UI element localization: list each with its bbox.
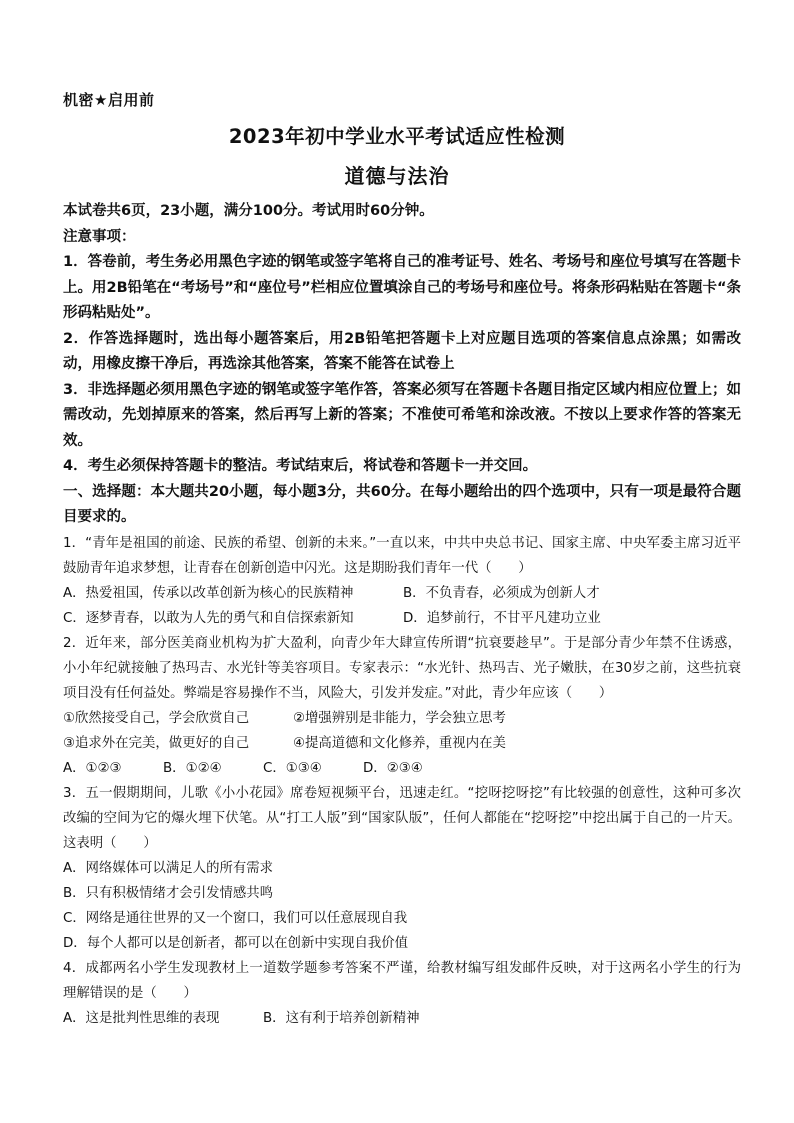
option-b: B．不负青春，必须成为创新人才 <box>403 585 600 601</box>
option-c: C．①③④ <box>263 760 322 776</box>
option-d: D．②③④ <box>363 760 423 776</box>
option-d: D．每个人都可以是创新者，都可以在创新中实现自我价值 <box>63 935 409 951</box>
exam-summary: 本试卷共6页，23小题，满分100分。考试用时60分钟。 <box>63 203 434 219</box>
option-a: A．网络媒体可以满足人的所有需求 <box>63 860 274 876</box>
section-heading: 一、选择题：本大题共20小题，每小题3分，共60分。在每小题给出的四个选项中，只有一项是最符合题目要求的。 <box>63 483 741 525</box>
option-a: A．这是批判性思维的表现 <box>63 1010 220 1026</box>
question-stem: 3．五一假期期间，儿歌《小小花园》席卷短视频平台，迅速走红。“挖呀挖呀挖”有比较强的创意性，这种可多次改编的空间为它的爆火埋下伏笔。从“打工人版”到“国家队版”，任何人都能在“挖呀挖”中挖出属于自己的一片天。这表明（ ） <box>63 785 741 851</box>
question-stem: 4．成都两名小学生发现教材上一道数学题参考答案不严谨，给教材编写组发邮件反映，对于这两名小学生的行为理解错误的是（ ） <box>63 960 741 1001</box>
statement-3: ③追求外在完美，做更好的自己 <box>63 735 250 751</box>
option-b: B．只有积极情绪才会引发情感共鸣 <box>63 885 274 901</box>
option-b: B．①②④ <box>163 760 222 776</box>
statement-4: ④提高道德和文化修养，重视内在美 <box>293 735 506 751</box>
option-c: C．网络是通往世界的又一个窗口，我们可以任意展现自我 <box>63 910 408 926</box>
exam-title: 2023年初中学业水平考试适应性检测 <box>228 125 566 148</box>
statement-1: ①欣然接受自己，学会欣赏自己 <box>63 710 250 726</box>
option-c: C．逐梦青春，以敢为人先的勇气和自信探索新知 <box>63 610 354 626</box>
question-1 <box>63 531 741 631</box>
option-d: D．追梦前行，不甘平凡建功立业 <box>403 610 601 626</box>
note-item: 4．考生必须保持答题卡的整洁。考试结束后，将试卷和答题卡一并交回。 <box>63 458 538 474</box>
statements-row <box>63 706 741 731</box>
options-row <box>63 606 741 631</box>
exam-body <box>63 199 741 1031</box>
statement-2: ②增强辨别是非能力，学会独立思考 <box>293 710 506 726</box>
options-row <box>63 1006 741 1031</box>
option-a: A．①②③ <box>63 760 122 776</box>
note-item: 3．非选择题必须用黑色字迹的钢笔或签字笔作答，答案必须写在答题卡各题目指定区域内相应位置上；如需改动，先划掉原来的答案，然后再写上新的答案；不准使可希笔和涂改液。不按以上要求作答的答案无效。 <box>63 381 741 449</box>
option-a: A．热爱祖国，传承以改革创新为核心的民族精神 <box>63 585 354 601</box>
note-item: 1．答卷前，考生务必用黑色字迹的钢笔或签字笔将自己的准考证号、姓名、考场号和座位号填写在答题卡上。用2B铅笔在“考场号”和“座位号”栏相应位置填涂自己的考场号和座位号。将条形码粘贴在答题卡“条形码粘贴处”。 <box>63 254 741 321</box>
question-3 <box>63 781 741 956</box>
confidential-label: 机密★启用前 <box>63 91 155 109</box>
question-stem: 1．“青年是祖国的前途、民族的希望、创新的未来。”一直以来，中共中央总书记、国家主席、中央军委主席习近平鼓励青年追求梦想，让青春在创新创造中闪光。这是期盼我们青年一代（ ） <box>63 535 741 576</box>
note-item: 2．作答选择题时，选出每小题答案后，用2B铅笔把答题卡上对应题目选项的答案信息点涂黑；如需改动，用橡皮擦干净后，再选涂其他答案，答案不能答在试卷上 <box>63 330 741 372</box>
option-b: B．这有利于培养创新精神 <box>263 1010 420 1026</box>
notes-heading: 注意事项： <box>63 228 136 245</box>
statements-row <box>63 731 741 756</box>
subject-title: 道德与法治 <box>344 164 450 188</box>
question-4 <box>63 956 741 1031</box>
options-row <box>63 581 741 606</box>
question-2 <box>63 631 741 781</box>
question-stem: 2．近年来，部分医美商业机构为扩大盈利，向青少年大肆宣传所谓“抗衰要趁早”。于是部分青少年禁不住诱惑，小小年纪就接触了热玛吉、水光针等美容项目。专家表示：“水光针、热玛吉、光子嫩肤，在30岁之前，这些抗衰项目没有任何益处。弊端是容易操作不当，风险大，引发并发症。”对此，青少年应该（ ） <box>63 635 741 701</box>
options-row <box>63 756 741 781</box>
